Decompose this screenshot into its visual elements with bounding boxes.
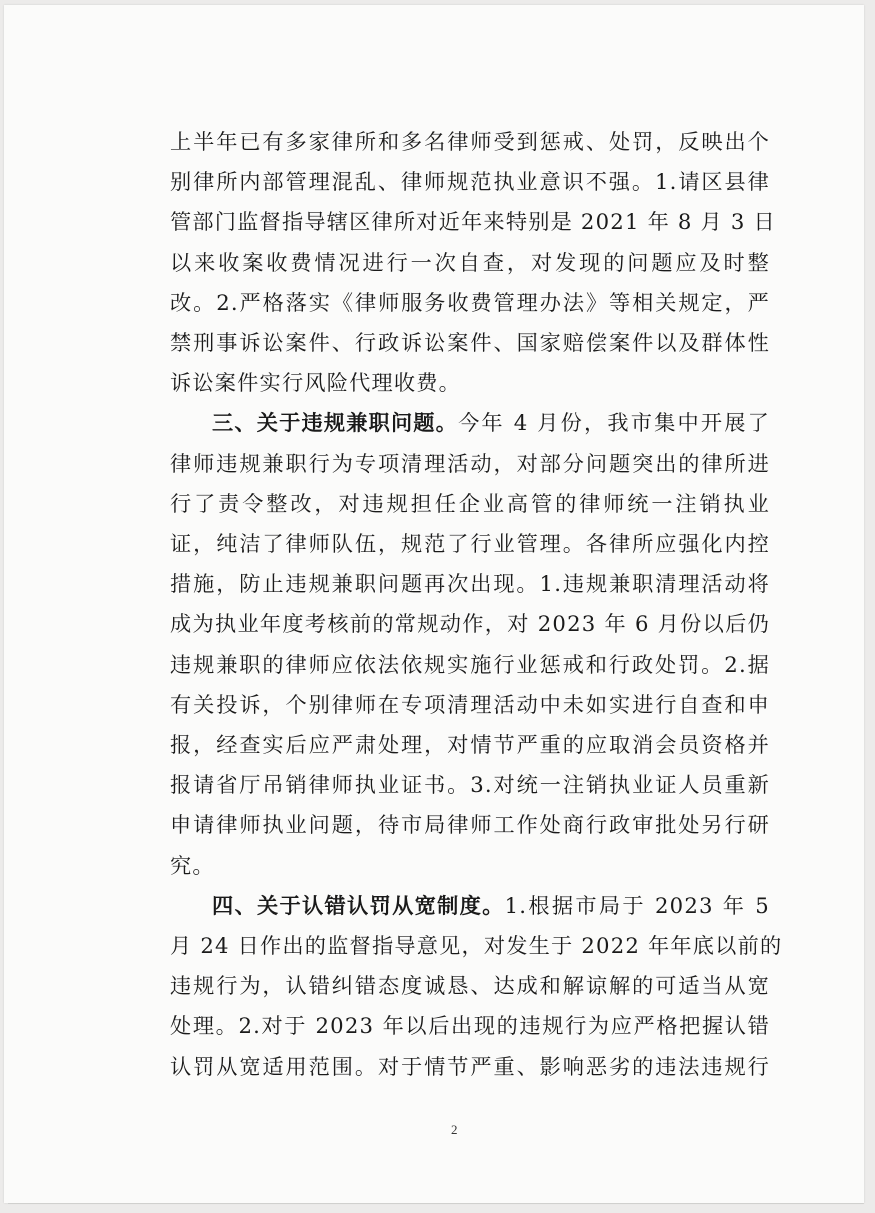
text-line: 月 24 日作出的监督指导意见，对发生于 2022 年年底以前的 <box>170 933 783 959</box>
paragraph-1 <box>170 122 776 403</box>
page-number: 2 <box>451 1122 458 1137</box>
text-line: 违规兼职的律师应依法依规实施行业惩戒和行政处罚。2.据 <box>170 651 770 677</box>
section-4-heading: 四、关于认错认罚从宽制度。 <box>212 892 505 918</box>
text-line: 报请省厅吊销律师执业证书。3.对统一注销执业证人员重新 <box>170 772 770 798</box>
text-line: 处理。2.对于 2023 年以后出现的违规行为应严格把握认错 <box>170 1013 770 1039</box>
section-3-first-line-text: 今年 4 月份，我市集中开展了 <box>458 410 771 436</box>
text-line: 别律所内部管理混乱、律师规范执业意识不强。1.请区县律 <box>170 169 770 195</box>
text-line: 行了责令整改，对违规担任企业高管的律师统一注销执业 <box>170 490 770 516</box>
section-3 <box>170 403 770 885</box>
text-line: 上半年已有多家律所和多名律师受到惩戒、处罚，反映出个 <box>170 129 770 154</box>
text-line: 诉讼案件实行风险代理收费。 <box>170 370 462 396</box>
text-line: 措施，防止违规兼职问题再次出现。1.违规兼职清理活动将 <box>170 571 770 597</box>
document-body <box>170 122 783 1087</box>
text-line: 律师违规兼职行为专项清理活动，对部分问题突出的律所进 <box>170 450 770 476</box>
section-3-heading: 三、关于违规兼职问题。 <box>212 410 459 436</box>
text-line: 究。 <box>170 852 215 878</box>
section-3-first-line <box>170 403 770 443</box>
text-line: 有关投诉，个别律师在专项清理活动中未如实进行自查和申 <box>170 691 770 717</box>
section-4-first-line <box>170 886 770 926</box>
text-line: 改。2.严格落实《律师服务收费管理办法》等相关规定，严 <box>170 289 770 315</box>
section-4-first-line-text: 1.根据市局于 2023 年 5 <box>504 892 770 918</box>
text-line: 成为执业年度考核前的常规动作，对 2023 年 6 月份以后仍 <box>170 611 770 637</box>
section-4 <box>170 886 783 1087</box>
text-line: 以来收案收费情况进行一次自查，对发现的问题应及时整 <box>170 249 770 275</box>
text-line: 管部门监督指导辖区律所对近年来特别是 2021 年 8 月 3 日 <box>170 209 776 235</box>
text-line: 违规行为，认错纠错态度诚恳、达成和解谅解的可适当从宽 <box>170 973 770 999</box>
text-line: 证，纯洁了律师队伍，规范了行业管理。各律所应强化内控 <box>170 531 770 557</box>
text-line: 认罚从宽适用范围。对于情节严重、影响恶劣的违法违规行 <box>170 1053 770 1079</box>
text-line: 禁刑事诉讼案件、行政诉讼案件、国家赔偿案件以及群体性 <box>170 330 770 356</box>
text-line: 申请律师执业问题，待市局律师工作处商行政审批处另行研 <box>170 812 770 838</box>
text-line: 报，经查实后应严肃处理，对情节严重的应取消会员资格并 <box>170 732 770 758</box>
